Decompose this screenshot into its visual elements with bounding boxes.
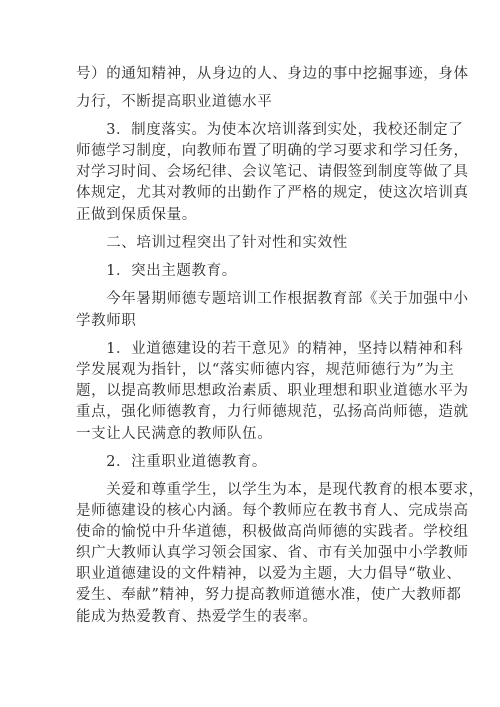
text-line: 一支让人民满意的教师队伍。	[76, 426, 273, 442]
text-line: 师德学习制度，向教师布置了明确的学习要求和学习任务，	[76, 143, 469, 159]
text-line: 织广大教师认真学习领会国家、省、市有关加强中小学教师	[76, 545, 469, 561]
text-line: 学教师职	[76, 313, 137, 329]
text-line: 力行，不断提高职业道德水平	[76, 94, 273, 110]
text-line: 体规定，尤其对教师的出勤作了严格的规定，使这次培训真	[76, 185, 469, 201]
text-line: 是师德建设的核心内涵。每个教师应在教书育人、完成崇高	[76, 503, 469, 519]
text-line: 使命的愉悦中升华道德，积极做高尚师德的实践者。学校组	[76, 524, 469, 540]
text-line: 重点，强化师德教育，力行师德规范，弘扬高尚师德，造就	[76, 404, 469, 420]
text-line: 爱生、奉献”精神，努力提高教师道德水准，使广大教师都	[76, 587, 462, 603]
text-line: 正做到保质保量。	[76, 207, 197, 223]
text-line: 对学习时间、会场纪律、会议笔记、请假签到制度等做了具	[76, 164, 469, 180]
text-line: 职业道德建设的文件精神，以爱为主题，大力倡导“敬业、	[76, 566, 462, 582]
text-line: 今年暑期师德专题培训工作根据教育部《关于加强中小	[76, 291, 469, 307]
subsection-heading: 2．注重职业道德教育。	[76, 454, 268, 470]
text-line: 3．制度落实。为使本次培训落到实处，我校还制定了	[76, 122, 464, 138]
text-line: 能成为热爱教育、热爱学生的表率。	[76, 609, 318, 625]
text-line: 1．业道德建设的若干意见》的精神，坚持以精神和科	[76, 341, 464, 357]
text-line: 关爱和尊重学生，以学生为本，是现代教育的根本要求，	[76, 482, 484, 498]
text-line: 学发展观为指针，以“落实师德内容，规范师德行为”为主	[76, 362, 455, 378]
text-line: 题，以提高教师思想政治素质、职业理想和职业道德水平为	[76, 383, 469, 399]
text-line: 号）的通知精神，从身边的人、身边的事中挖掘事迹，身体	[76, 66, 469, 82]
section-heading: 二、培训过程突出了针对性和实效性	[76, 235, 348, 251]
subsection-heading: 1．突出主题教育。	[76, 263, 237, 279]
